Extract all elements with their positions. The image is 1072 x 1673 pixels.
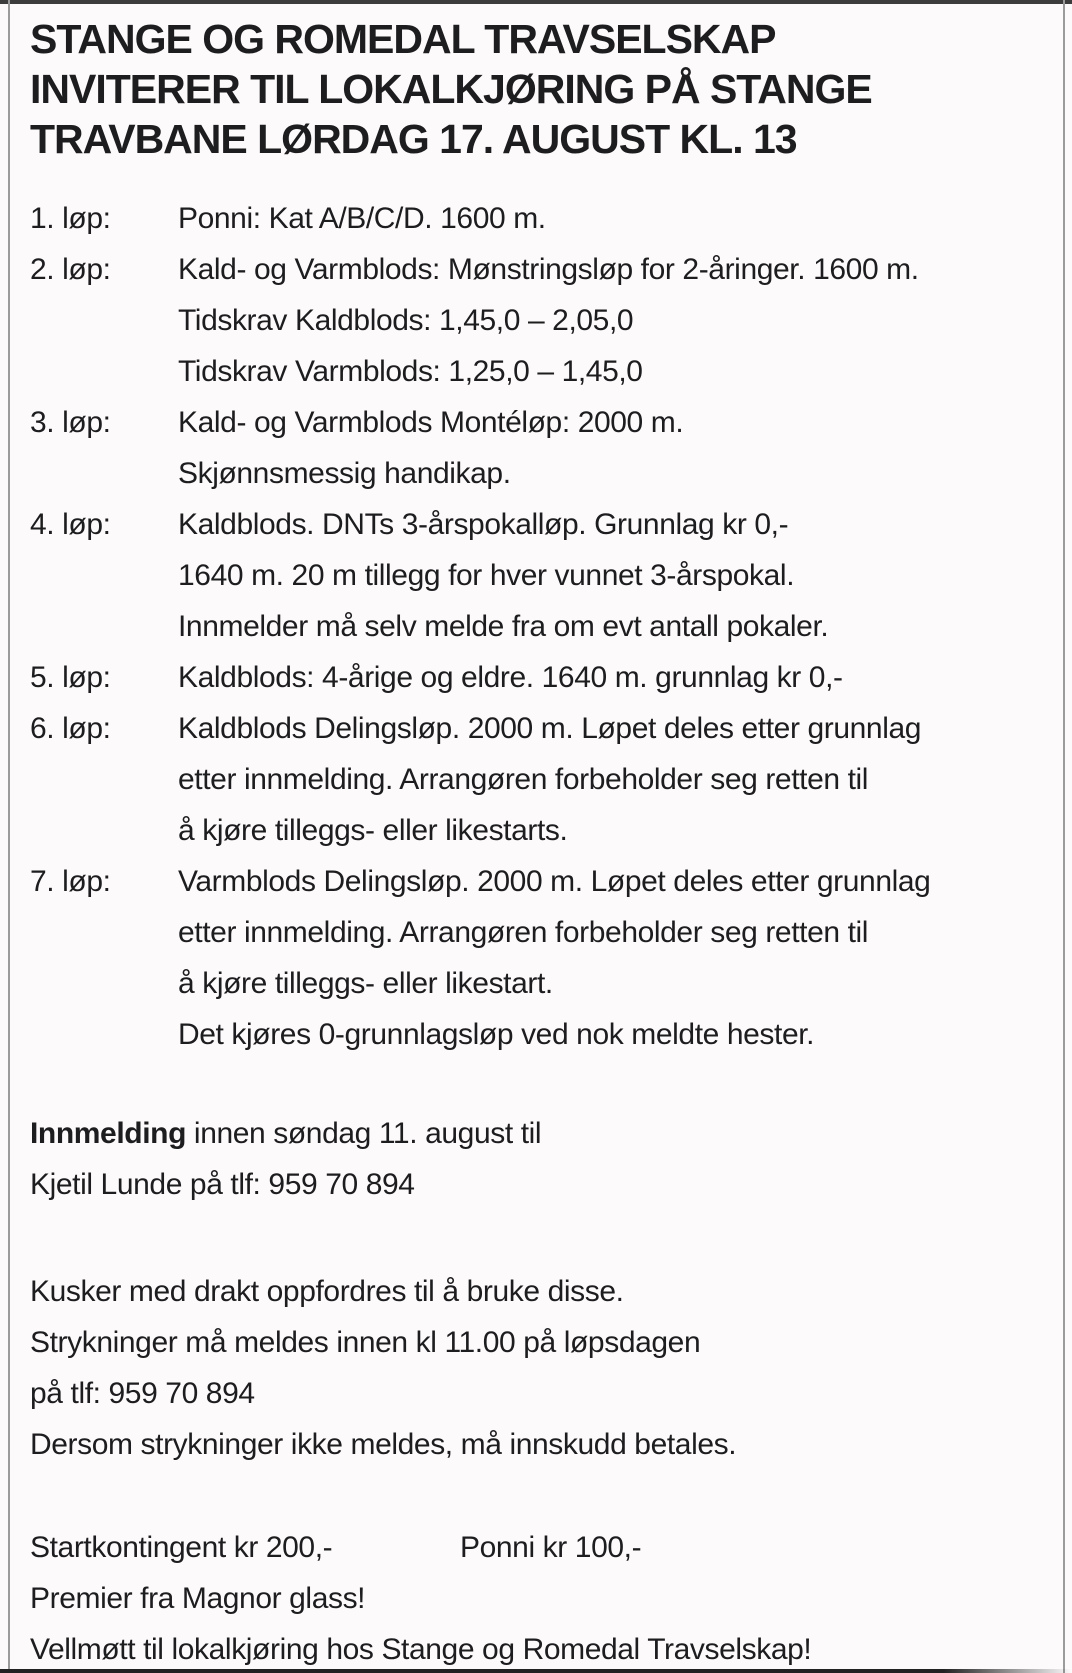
race-line: Det kjøres 0-grunnlagsløp ved nok meldte hester. bbox=[178, 1018, 815, 1051]
race-description bbox=[178, 499, 1020, 652]
note-line: Dersom strykninger ikke meldes, må innskudd betales. bbox=[30, 1428, 737, 1461]
race-description bbox=[178, 244, 1020, 397]
frame-top-border bbox=[0, 0, 1072, 4]
title-line: STANGE OG ROMEDAL TRAVSELSKAP bbox=[30, 16, 776, 62]
entry-deadline-line bbox=[30, 1108, 1020, 1159]
fees-line bbox=[30, 1522, 1020, 1573]
race-description bbox=[178, 652, 1020, 703]
race-row bbox=[30, 244, 1020, 397]
note-line: på tlf: 959 70 894 bbox=[30, 1377, 255, 1410]
race-row bbox=[30, 652, 1020, 703]
race-line: å kjøre tilleggs- eller likestarts. bbox=[178, 814, 568, 847]
frame-right-border bbox=[1063, 0, 1065, 1673]
race-number-label: 3. løp: bbox=[30, 406, 111, 439]
race-number-label: 4. løp: bbox=[30, 508, 111, 541]
race-line: å kjøre tilleggs- eller likestart. bbox=[178, 967, 553, 1000]
closing-line: Premier fra Magnor glass! bbox=[30, 1582, 366, 1615]
frame-left-border bbox=[8, 0, 10, 1673]
race-row bbox=[30, 193, 1020, 244]
race-row bbox=[30, 397, 1020, 499]
race-number-label: 2. løp: bbox=[30, 253, 111, 286]
race-line: Tidskrav Varmblods: 1,25,0 – 1,45,0 bbox=[178, 355, 643, 388]
ponni-fee: Ponni kr 100,- bbox=[460, 1531, 642, 1564]
closing-line: Vellmøtt til lokalkjøring hos Stange og Romedal Travselskap! bbox=[30, 1633, 812, 1666]
notes-block bbox=[30, 1266, 1020, 1470]
fees-and-closing-block bbox=[30, 1522, 1020, 1673]
race-line: Varmblods Delingsløp. 2000 m. Løpet deles etter grunnlag bbox=[178, 865, 931, 898]
start-fee: Startkontingent kr 200,- bbox=[30, 1531, 333, 1564]
entry-info-block bbox=[30, 1108, 1020, 1210]
race-line: Tidskrav Kaldblods: 1,45,0 – 2,05,0 bbox=[178, 304, 634, 337]
entry-deadline-keyword: Innmelding bbox=[30, 1117, 186, 1150]
race-line: Kaldblods. DNTs 3-årspokalløp. Grunnlag kr 0,- bbox=[178, 508, 789, 541]
race-line: Skjønnsmessig handikap. bbox=[178, 457, 511, 490]
race-row bbox=[30, 499, 1020, 652]
race-description bbox=[178, 193, 1020, 244]
race-line: Kald- og Varmblods: Mønstringsløp for 2-åringer. 1600 m. bbox=[178, 253, 919, 286]
race-line: Kaldblods Delingsløp. 2000 m. Løpet deles etter grunnlag bbox=[178, 712, 922, 745]
advert-content bbox=[30, 14, 1020, 1673]
race-line: Ponni: Kat A/B/C/D. 1600 m. bbox=[178, 202, 546, 235]
title-line: INVITERER TIL LOKALKJØRING PÅ STANGE bbox=[30, 66, 872, 112]
race-number-label: 7. løp: bbox=[30, 865, 111, 898]
entry-contact-line: Kjetil Lunde på tlf: 959 70 894 bbox=[30, 1168, 415, 1201]
race-line: Kald- og Varmblods Montéløp: 2000 m. bbox=[178, 406, 684, 439]
race-row bbox=[30, 856, 1020, 1060]
race-line: Innmelder må selv melde fra om evt antall pokaler. bbox=[178, 610, 829, 643]
race-row bbox=[30, 703, 1020, 856]
advert-title bbox=[30, 14, 1020, 164]
note-line: Kusker med drakt oppfordres til å bruke disse. bbox=[30, 1275, 624, 1308]
race-line: etter innmelding. Arrangøren forbeholder seg retten til bbox=[178, 916, 869, 949]
race-description bbox=[178, 856, 1020, 1060]
race-line: etter innmelding. Arrangøren forbeholder seg retten til bbox=[178, 763, 869, 796]
entry-deadline-text: innen søndag 11. august til bbox=[186, 1117, 542, 1150]
race-line: Kaldblods: 4-årige og eldre. 1640 m. grunnlag kr 0,- bbox=[178, 661, 843, 694]
title-line: TRAVBANE LØRDAG 17. AUGUST KL. 13 bbox=[30, 116, 797, 162]
note-line: Strykninger må meldes innen kl 11.00 på løpsdagen bbox=[30, 1326, 701, 1359]
race-number-label: 6. løp: bbox=[30, 712, 111, 745]
race-line: 1640 m. 20 m tillegg for hver vunnet 3-årspokal. bbox=[178, 559, 795, 592]
race-description bbox=[178, 397, 1020, 499]
race-list bbox=[30, 193, 1020, 1060]
race-number-label: 1. løp: bbox=[30, 202, 111, 235]
race-number-label: 5. løp: bbox=[30, 661, 111, 694]
race-description bbox=[178, 703, 1020, 856]
